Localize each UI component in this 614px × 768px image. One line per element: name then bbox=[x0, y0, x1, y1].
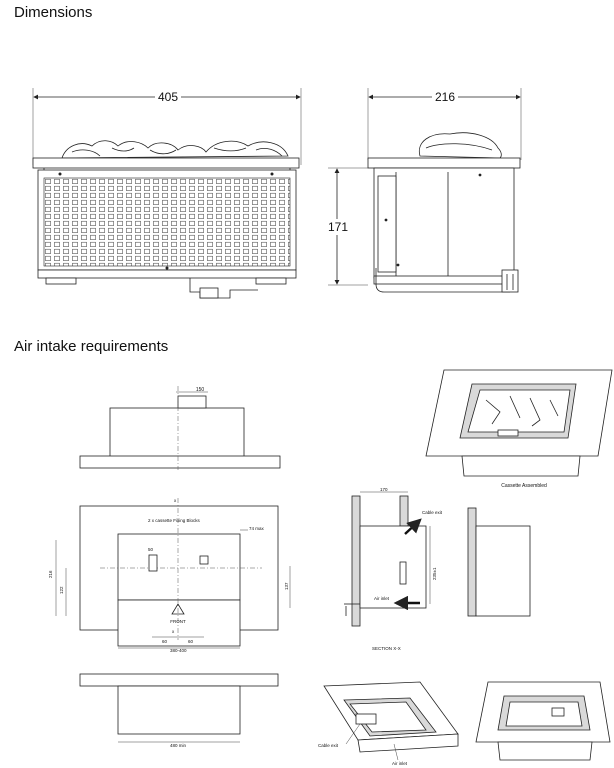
depth-dimension: 216 bbox=[434, 90, 456, 104]
air-inlet-label: Air inlet bbox=[374, 596, 390, 601]
air-intake-heading: Air intake requirements bbox=[14, 338, 169, 355]
dim-137-label: 137 bbox=[284, 582, 289, 590]
dim-235-label: 235±1 bbox=[432, 567, 437, 580]
dim-150-label: 150 bbox=[195, 387, 205, 393]
x-top-label: x bbox=[174, 498, 177, 503]
intake-plan-view bbox=[48, 498, 290, 653]
height-dimension: 171 bbox=[327, 220, 349, 234]
intake-top-elevation bbox=[80, 386, 280, 470]
dim-122-label: 122 bbox=[59, 586, 64, 594]
width-dimension: 405 bbox=[157, 90, 179, 104]
iso-installed-view bbox=[476, 682, 610, 760]
cable-exit-label: Cable exit bbox=[422, 510, 443, 515]
dim-50-label: 50 bbox=[148, 547, 154, 552]
fixing-blocks-label: 2 x cassette Fixing Blocks bbox=[148, 518, 200, 523]
front-label: FRONT bbox=[170, 619, 186, 624]
iso-cable-exit-label: Cable exit bbox=[318, 743, 339, 748]
dimensions-heading: Dimensions bbox=[14, 4, 93, 21]
cassette-assembled bbox=[426, 370, 612, 489]
x-bottom-label: x bbox=[172, 629, 175, 634]
section-170-label: 170 bbox=[380, 487, 388, 492]
iso-cutout-view bbox=[318, 682, 458, 766]
dim-380-label: 380-400 bbox=[170, 648, 187, 653]
intake-front-elevation bbox=[80, 674, 278, 748]
front-view bbox=[33, 88, 301, 298]
max-dim-label: 74 max bbox=[249, 526, 264, 531]
side-view bbox=[326, 88, 521, 292]
dim-216-label: 216 bbox=[48, 570, 53, 578]
dim-60a-label: 60 bbox=[162, 639, 168, 644]
dim-60b-label: 60 bbox=[188, 639, 194, 644]
section-x-x bbox=[344, 487, 530, 651]
cassette-assembled-label: Cassette Assembled bbox=[501, 483, 547, 489]
section-x-x-label: SECTION X-X bbox=[372, 646, 401, 651]
dim-480-label: 480 min bbox=[170, 743, 187, 748]
iso-air-inlet-label: Air inlet bbox=[392, 761, 408, 766]
